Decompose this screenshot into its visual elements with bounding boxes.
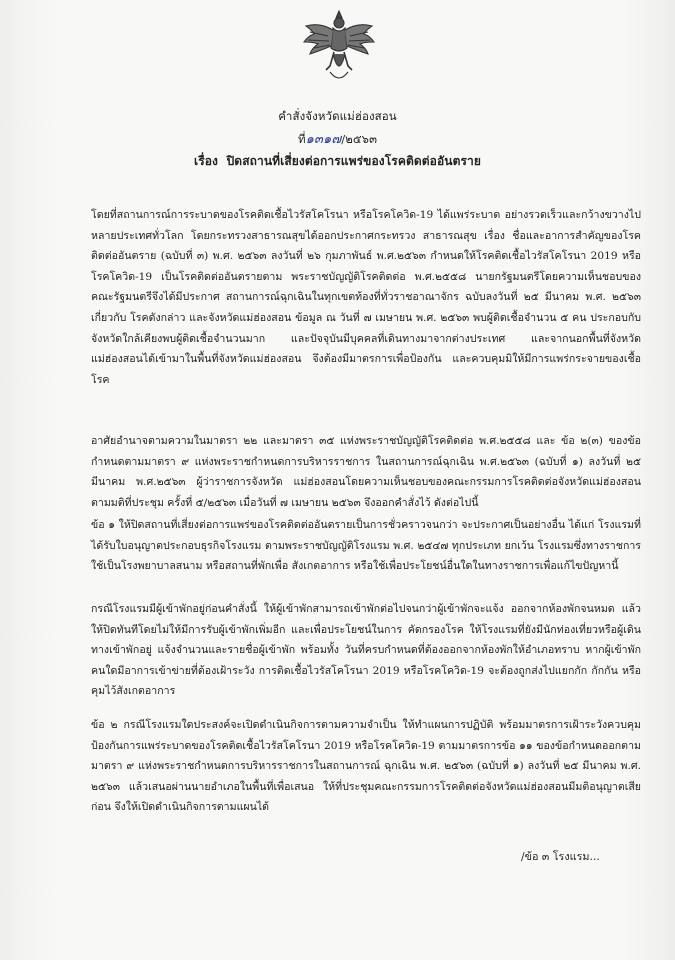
- subject-label: เรื่อง: [194, 154, 219, 168]
- order-number: [0, 128, 675, 149]
- subject-text: ปิดสถานที่เสี่ยงต่อการแพร่ของโรคติดต่ออันตราย: [226, 154, 481, 168]
- paragraph-clause-1-hotel-guests: กรณีโรงแรมมีผู้เข้าพักอยู่ก่อนคำสั่งนี้ ให้ผู้เข้าพักสามารถเข้าพักต่อไปจนกว่าผู้เข้าพักจะแจ้ง ออกจากห้องพักจนหมด แล้วให้ปิดทันทีโดยไม่ให้มีการรับผู้เข้าพักเพิ่มอีก และเพื่อประโยชน์ในการ คัดกรองโรค ให้โรงแรมที่ยังมีนักท่องเที่ยวหรือผู้เดินทางเข้าพักอยู่ แจ้งจำนวนและรายชื่อผู้เข้าพัก พร้อมทั้ง วันที่ครบกำหนดที่ต้องออกจากห้องพักให้อำเภอทราบ หากผู้เข้าพักคนใดมีอาการเข้าข่ายที่ต้องเฝ้าระวัง การติดเชื้อไวรัสโคโรนา 2019 หรือโรคโควิด-19 จะต้องถูกส่งไปแยกกัก กักกัน หรือคุมไว้สังเกตอาการ: [91, 603, 641, 698]
- handwritten-number: ๑๓๑๗: [305, 132, 342, 147]
- paragraph-preamble: โดยที่สถานการณ์การระบาดของโรคติดเชื้อไวรัสโคโรนา หรือโรคโควิด-19 ได้แพร่ระบาด อย่างรวดเร็วและกว้างขวางไปหลายประเทศทั่วโลก โดยกระทรวงสาธารณสุขได้ออกประกาศกระทรวง สาธารณสุข เรื่อง ชื่อและอาการสำคัญของโรคติดต่ออันตราย (ฉบับที่ ๓) พ.ศ. ๒๕๖๓ ลงวันที่ ๒๖ กุมภาพันธ์ พ.ศ.๒๕๖๓ กำหนดให้โรคติดเชื้อไวรัสโคโรนา 2019 หรือโรคโควิด-19 เป็นโรคติดต่ออันตรายตาม พระราชบัญญัติโรคติดต่อ พ.ศ.๒๕๕๘ นายกรัฐมนตรีโดยความเห็นชอบของคณะรัฐมนตรีจึงได้มีประกาศ สถานการณ์ฉุกเฉินในทุกเขตท้องที่ทั่วราชอาณาจักร ฉบับลงวันที่ ๒๕ มีนาคม พ.ศ. ๒๕๖๓ เกี่ยวกับ โรคดังกล่าว และจังหวัดแม่ฮ่องสอน ข้อมูล ณ วันที่ ๗ เมษายน พ.ศ. ๒๕๖๓ พบผู้ติดเชื้อจำนวน ๕ คน ประกอบกับจังหวัดใกล้เคียงพบผู้ติดเชื้อจำนวนมาก และปัจจุบันมีบุคคลที่เดินทางมาจากต่างประเทศ และจากนอกพื้นที่จังหวัดแม่ฮ่องสอนได้เข้ามาในพื้นที่จังหวัดแม่ฮ่องสอน จึงต้องมีมาตรการเพื่อป้องกัน และควบคุมมิให้มีการแพร่กระจายของเชื้อโรค: [91, 209, 641, 386]
- number-suffix: /๒๕๖๓: [341, 132, 378, 146]
- number-prefix: ที่: [297, 132, 306, 146]
- paragraph-clause-2: ข้อ ๒ กรณีโรงแรมใดประสงค์จะเปิดดำเนินกิจการตามความจำเป็น ให้ทำแผนการปฏิบัติ พร้อมมาตรการเฝ้าระวังควบคุมป้องกันการแพร่ระบาดของโรคติดเชื้อไวรัสโคโรนา 2019 หรือโรคโควิด-19 ตามมาตรการข้อ ๑๑ ของข้อกำหนดออกตามมาตรา ๙ แห่งพระราชกำหนดการบริหารราชการในสถานการณ์ ฉุกเฉิน พ.ศ. ๒๕๖๓ (ฉบับที่ ๑) ลงวันที่ ๒๕ มีนาคม พ.ศ. ๒๕๖๓ แล้วเสนอผ่านนายอำเภอในพื้นที่เพื่อเสนอ ให้ที่ประชุมคณะกรรมการโรคติดต่อจังหวัดแม่ฮ่องสอนมีมติอนุญาตเสียก่อน จึงให้เปิดดำเนินกิจการตามแผนได้: [91, 719, 641, 814]
- issuing-authority: คำสั่งจังหวัดแม่ฮ่องสอน: [278, 109, 397, 123]
- paragraph-authority: อาศัยอำนาจตามความในมาตรา ๒๒ และมาตรา ๓๕ แห่งพระราชบัญญัติโรคติดต่อ พ.ศ.๒๕๕๘ และ ข้อ ๒(๓) ของข้อกำหนดตามมาตรา ๙ แห่งพระราชกำหนดการบริหารราชการ ในสถานการณ์ฉุกเฉิน พ.ศ.๒๕๖๓ (ฉบับที่ ๑) ลงวันที่ ๒๕ มีนาคม พ.ศ.๒๕๖๓ ผู้ว่าราชการจังหวัด แม่ฮ่องสอนโดยความเห็นชอบของคณะกรรมการโรคติดต่อจังหวัดแม่ฮ่องสอน ตามมติที่ประชุม ครั้งที่ ๕/๒๕๖๓ เมื่อวันที่ ๗ เมษายน ๒๕๖๓ จึงออกคำสั่งไว้ ดังต่อไปนี้: [91, 435, 641, 509]
- subject-line: [0, 152, 675, 171]
- garuda-emblem-icon: [300, 8, 378, 86]
- continuation-note: /ข้อ ๓ โรงแรม...: [521, 850, 600, 863]
- paragraph-clause-1: ข้อ ๑ ให้ปิดสถานที่เสี่ยงต่อการแพร่ของโรคติดต่ออันตรายเป็นการชั่วคราวจนกว่า จะประกาศเป็นอย่างอื่น ได้แก่ โรงแรมที่ได้รับใบอนุญาตประกอบธุรกิจโรงแรม ตามพระราชบัญญัติโรงแรม พ.ศ. ๒๕๔๗ ทุกประเภท ยกเว้น โรงแรมซึ่งทางราชการใช้เป็นโรงพยาบาลสนาม หรือสถานที่พักเพื่อ สังเกตอาการ หรือใช้เพื่อประโยชน์อื่นใดในทางราชการเพื่อแก้ไขปัญหานี้: [91, 519, 641, 573]
